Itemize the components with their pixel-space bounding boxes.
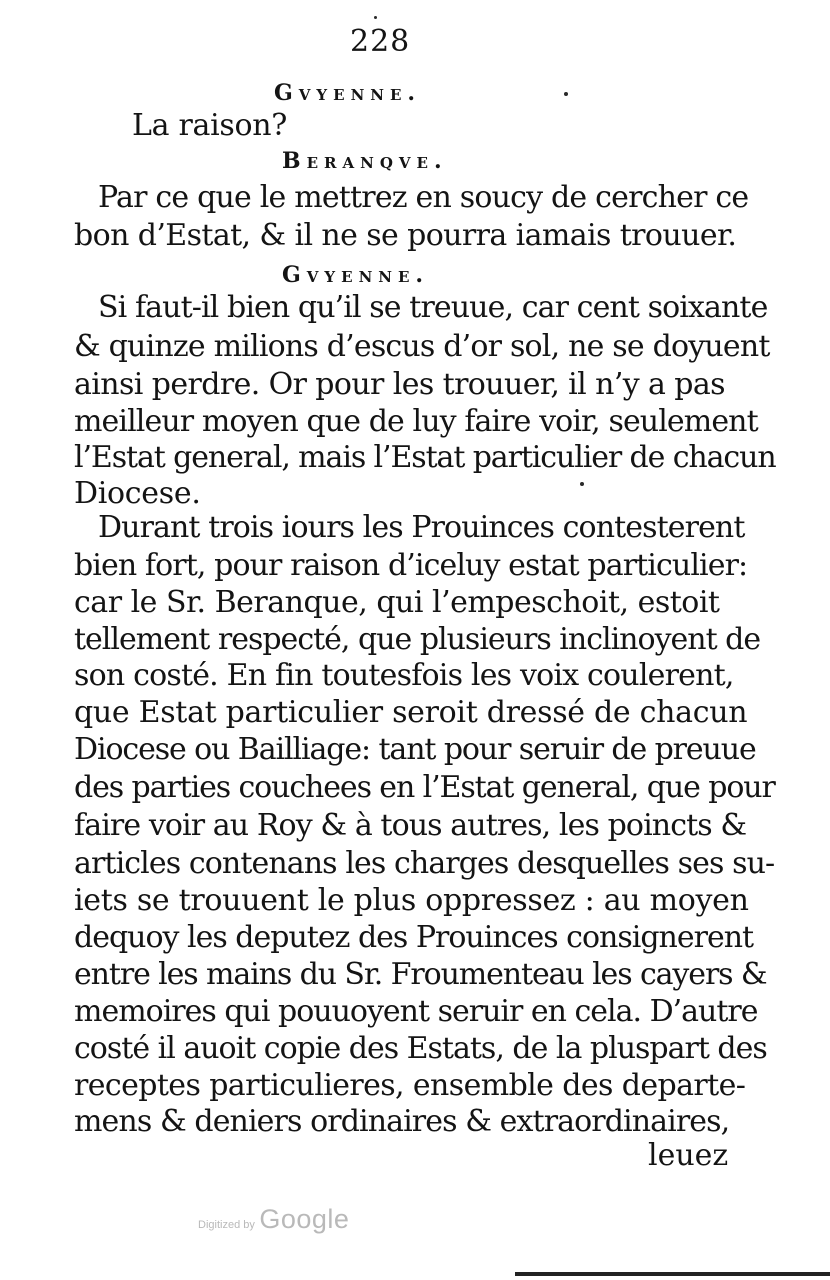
- ink-speck: [580, 482, 584, 486]
- catchword: leuez: [648, 1138, 729, 1173]
- narrative-line: tellement respecté, que plusieurs inclinoyent de: [74, 622, 761, 657]
- narrative-line: costé il auoit copie des Estats, de la pluspart des: [74, 1031, 767, 1066]
- narrative-line: Durant trois iours les Prouinces contesterent: [98, 510, 745, 545]
- narrative-line: memoires qui pouuoyent seruir en cela. D’autre: [74, 994, 758, 1029]
- ink-speck: [374, 16, 377, 19]
- scan-edge-rule: [515, 1272, 830, 1276]
- narrative-line: iets se trouuent le plus oppressez : au moyen: [74, 883, 749, 918]
- dialogue-line: l’Estat general, mais l’Estat particulier de chacun: [74, 440, 776, 475]
- watermark-prefix: Digitized by: [198, 1219, 255, 1231]
- dialogue-line: Si faut-il bien qu’il se treuue, car cent soixante: [98, 290, 768, 325]
- dialogue-line: meilleur moyen que de luy faire voir, seulement: [74, 404, 758, 439]
- narrative-line: des parties couchees en l’Estat general, que pour: [74, 770, 775, 805]
- ink-speck: [564, 92, 568, 96]
- dialogue-line: & quinze milions d’escus d’or sol, ne se doyuent: [74, 329, 770, 364]
- narrative-line: son costé. En fin toutesfois les voix coulerent,: [74, 658, 734, 693]
- narrative-line: Diocese ou Bailliage: tant pour seruir de preuue: [74, 732, 756, 767]
- google-logo-text: Google: [259, 1204, 350, 1234]
- dialogue-line: La raison?: [132, 108, 288, 143]
- dialogue-line: bon d’Estat, & il ne se pourra iamais trouuer.: [74, 218, 737, 253]
- narrative-line: car le Sr. Beranque, qui l’empeschoit, estoit: [74, 585, 720, 620]
- speaker-heading-guyenne-2: Gvyenne.: [282, 262, 430, 288]
- narrative-line: que Estat particulier seroit dressé de chacun: [74, 695, 748, 730]
- narrative-line: dequoy les deputez des Prouinces consignerent: [74, 920, 754, 955]
- dialogue-line: Diocese.: [74, 476, 201, 511]
- page-number: 228: [350, 24, 411, 59]
- dialogue-line: Par ce que le mettrez en soucy de cercher ce: [98, 180, 749, 215]
- narrative-line: articles contenans les charges desquelles ses su-: [74, 846, 775, 881]
- narrative-line: receptes particulieres, ensemble des departe-: [74, 1068, 746, 1103]
- narrative-line: faire voir au Roy & à tous autres, les poincts &: [74, 808, 747, 843]
- dialogue-line: ainsi perdre. Or pour les trouuer, il n’y a pas: [74, 367, 725, 402]
- narrative-line: bien fort, pour raison d’iceluy estat particulier:: [74, 548, 748, 583]
- speaker-heading-beranque: Beranqve.: [282, 148, 448, 174]
- narrative-line: entre les mains du Sr. Froumenteau les cayers &: [74, 957, 767, 992]
- digitized-watermark: [198, 1204, 349, 1235]
- speaker-heading-guyenne-1: Gvyenne.: [274, 80, 422, 106]
- narrative-line: mens & deniers ordinaires & extraordinaires,: [74, 1104, 730, 1139]
